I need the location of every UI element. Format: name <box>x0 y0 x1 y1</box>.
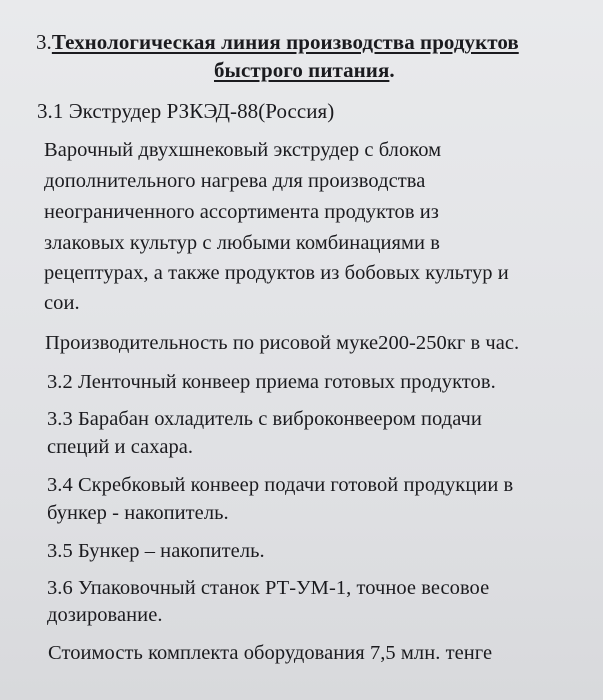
description-line-2: дополнительного нагрева для производства <box>44 170 426 192</box>
packing-line-2: дозирование. <box>47 604 163 626</box>
description-line-5: рецептурах, а также продуктов из бобовых культур и <box>44 262 509 284</box>
description-line-4: злаковых культур с любыми комбинациями в <box>44 232 440 254</box>
extruder-title: 3.1 Экструдер РЗКЭД-88(Россия) <box>37 99 335 123</box>
description-line-3: неограниченного ассортимента продуктов из <box>44 201 439 223</box>
heading-trailing-dot: . <box>389 58 395 82</box>
description-line-1: Варочный двухшнековый экструдер с блоком <box>44 139 442 161</box>
heading-title-part-1: Технологическая линия производства продуктов <box>51 30 519 54</box>
heading-line-1 <box>36 30 519 54</box>
drum-line-1: 3.3 Барабан охладитель с виброконвеером подачи <box>47 408 482 430</box>
productivity-line: Производительность по рисовой муке200-250кг в час. <box>45 332 520 354</box>
scraper-line-1: 3.4 Скребковый конвеер подачи готовой продукции в <box>47 474 514 496</box>
heading-line-2 <box>214 58 395 82</box>
heading-number: 3. <box>36 30 52 54</box>
conveyor-line: 3.2 Ленточный конвеер приема готовых продуктов. <box>47 371 496 393</box>
heading-title-part-2: быстрого питания <box>214 58 390 82</box>
drum-line-2: специй и сахара. <box>47 436 194 458</box>
packing-line-1: 3.6 Упаковочный станок РТ-УМ-1, точное весовое <box>47 577 490 599</box>
cost-line: Стоимость комплекта оборудования 7,5 млн. тенге <box>48 642 493 664</box>
description-line-6: сои. <box>44 292 80 314</box>
bunker-line: 3.5 Бункер – накопитель. <box>47 540 265 562</box>
scraper-line-2: бункер - накопитель. <box>47 502 229 524</box>
